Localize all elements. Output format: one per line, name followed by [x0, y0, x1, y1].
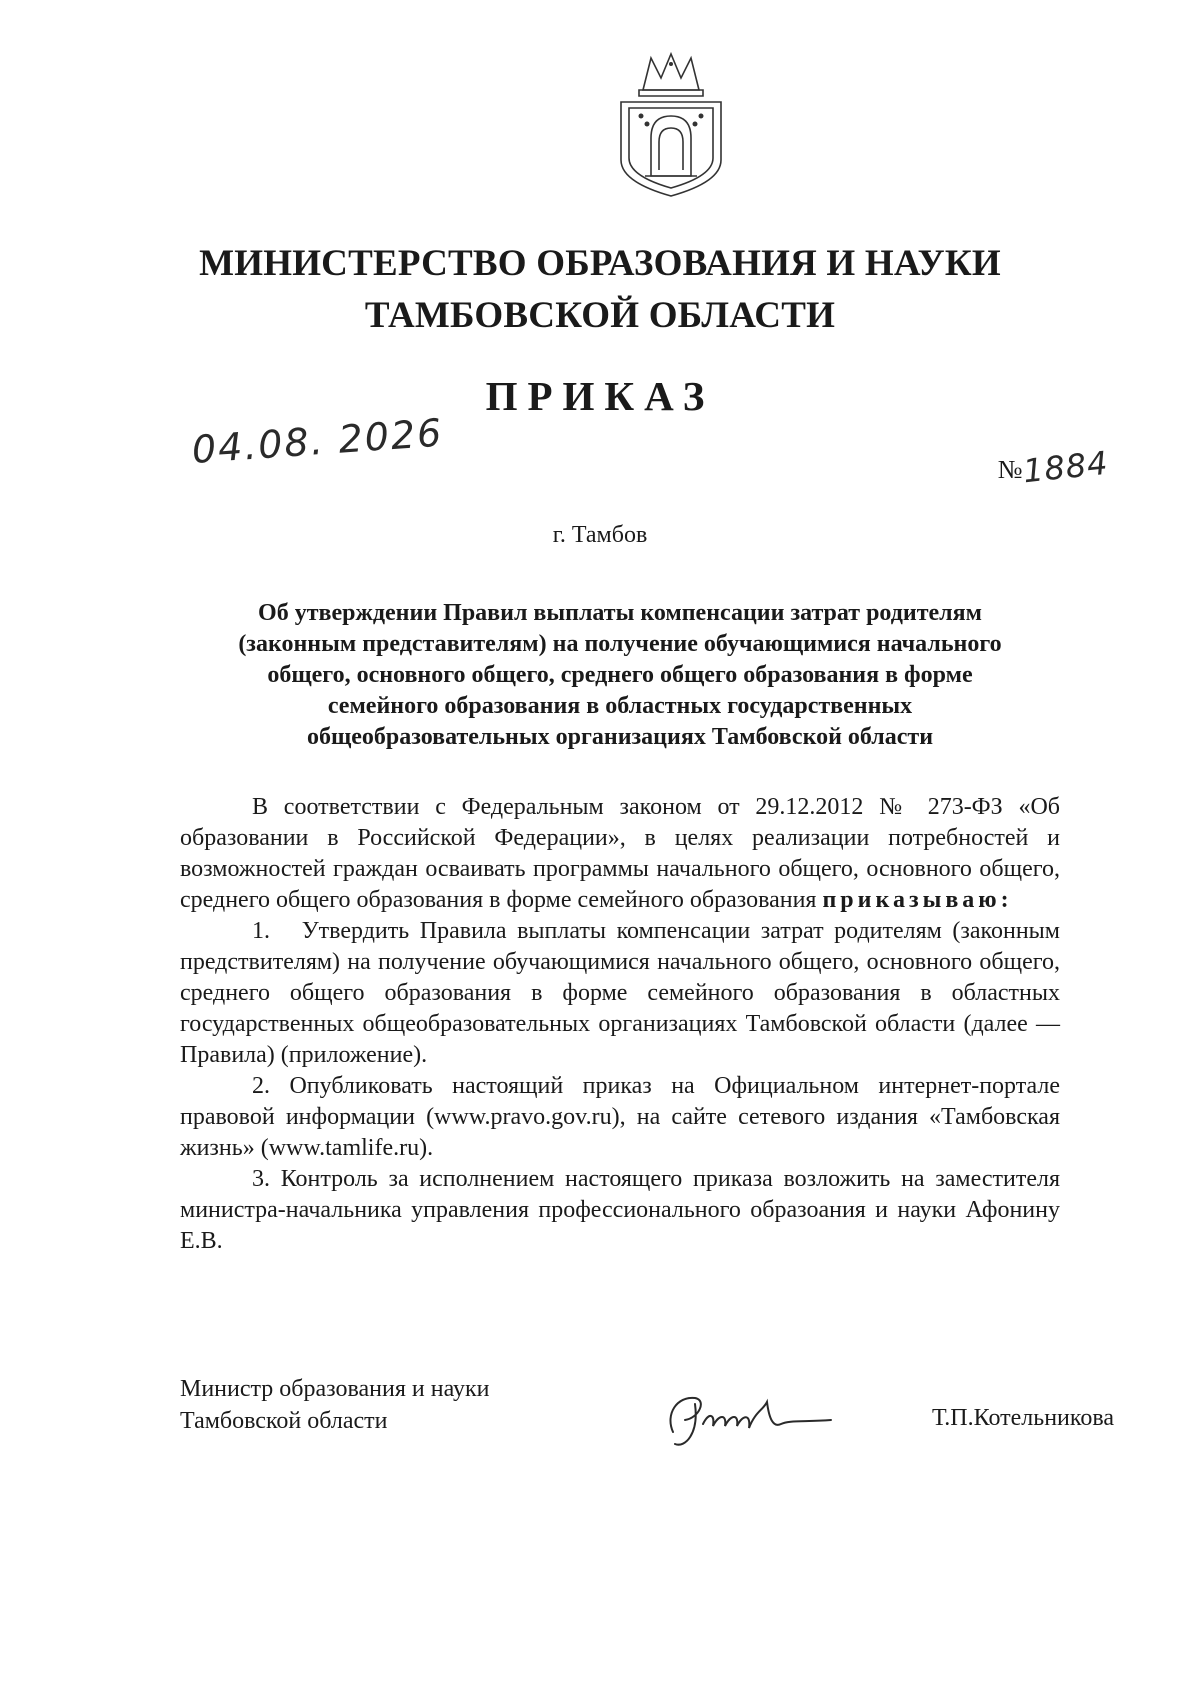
- preamble-paragraph: [180, 792, 1060, 916]
- order-date: 04.08. 2026: [190, 410, 445, 472]
- signatory-position-line1: Министр образования и науки: [180, 1376, 490, 1402]
- subject-line2: (законным представителям) на получение обучающимися начального: [238, 631, 1002, 657]
- order-keyword: приказываю:: [822, 887, 1013, 913]
- order-number-value: 1884: [1020, 443, 1110, 491]
- signatory-name: Т.П.Котельникова: [932, 1405, 1114, 1431]
- subject-line5: общеобразовательных организациях Тамбовской области: [306, 724, 934, 750]
- handwritten-signature: [655, 1384, 855, 1454]
- subject-line1: Об утверждении Правил выплаты компенсации затрат родителям: [258, 600, 982, 626]
- order-body: [180, 792, 1060, 1257]
- signatory-position: [180, 1373, 490, 1437]
- order-number: [997, 443, 1110, 491]
- coat-of-arms-emblem: [615, 50, 727, 198]
- order-number-prefix: №: [997, 455, 1023, 484]
- document-type-title: ПРИКАЗ: [485, 373, 715, 419]
- ministry-name-line1: МИНИСТЕРСТВО ОБРАЗОВАНИЯ И НАУКИ: [199, 243, 1001, 284]
- signatory-position-line2: Тамбовской области: [180, 1408, 388, 1434]
- order-item-2: 2. Опубликовать настоящий приказ на Официальном интернет-портале правовой информации (www.pravo.gov.ru), на сайте сетевого издания «Тамбовская жизнь» (www.tamlife.ru).: [180, 1073, 1060, 1161]
- subject-line3: общего, основного общего, среднего общего образования в форме: [267, 662, 973, 688]
- order-item-3: 3. Контроль за исполнением настоящего приказа возложить на заместителя министра-начальника управления профессионального образоания и науки Афонину Е.В.: [180, 1166, 1060, 1254]
- ministry-name: [0, 238, 1200, 342]
- ministry-name-line2: ТАМБОВСКОЙ ОБЛАСТИ: [364, 295, 836, 336]
- order-subject: [180, 598, 1060, 753]
- city-line: г. Тамбов: [552, 522, 648, 548]
- subject-line4: семейного образования в областных государственных: [327, 693, 913, 719]
- preamble-text: В соответствии с Федеральным законом от 29.12.2012 № 273-ФЗ «Об образовании в Российской Федерации», в целях реализации потребностей и возможностей граждан осваивать программы начального общего, основного общего, среднего общего образования в форме семейного образования: [180, 794, 1060, 913]
- order-item-1: 1. Утвердить Правила выплаты компенсации затрат родителям (законным предствителям) на получение обучающимися начального общего, основного общего, среднего общего образования в форме семейного образования в областных государственных общеобразовательных организациях Тамбовской области (далее — Правила) (приложение).: [180, 918, 1060, 1068]
